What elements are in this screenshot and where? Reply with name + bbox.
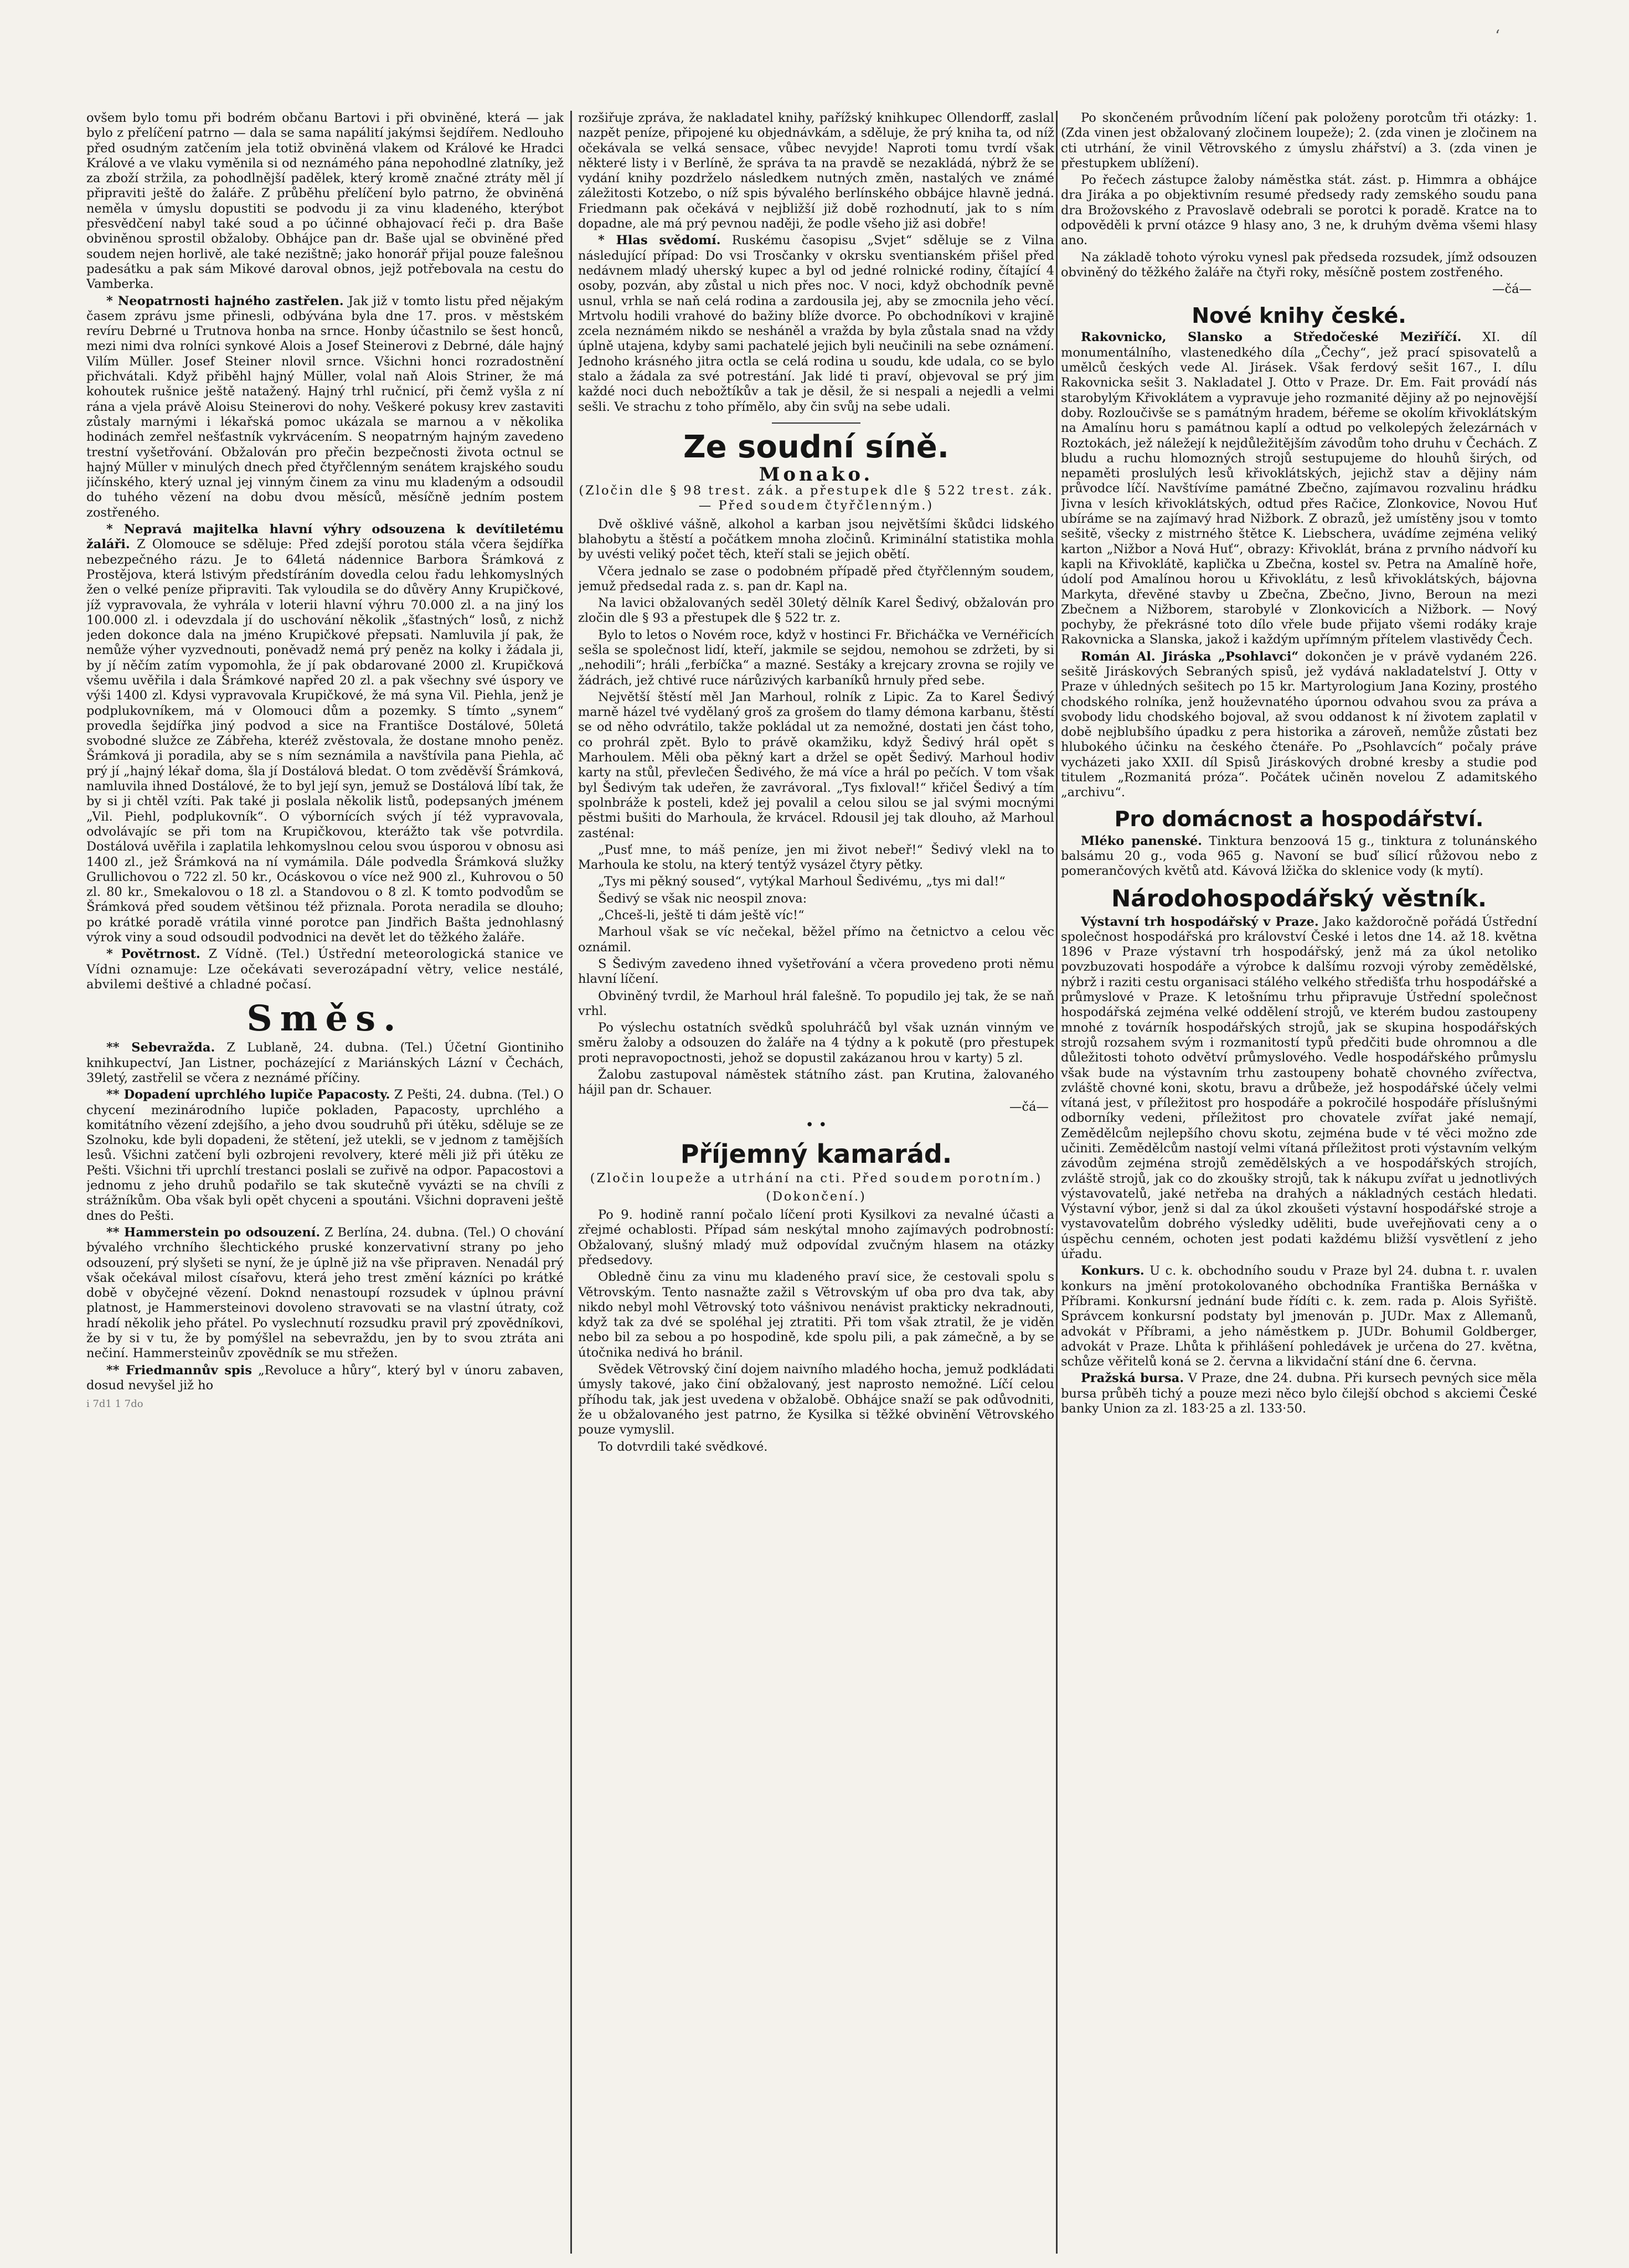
article-text: „Revoluce a hůry“, který byl v únoru zabaven, dosud nevyšel již ho [86, 1363, 564, 1393]
article-paragraph: Po 9. hodině ranní počalo líčení proti Kysilkovi za nevalné účasti a zřejmé ochablosti. Případ sám neskýtal mnoho zajímavých podrobností: Obžalovaný, slušný mladý muž odpovídal zvučným hlasem na otázky předsedovy. [578, 1208, 1054, 1267]
article-lead: Konkurs. [1081, 1264, 1145, 1279]
article-lead: * Nepravá majitelka hlavní výhry odsouzena k devítiletému žaláři. [86, 522, 564, 552]
article-paragraph: „Tys mi pěkný soused“, vytýkal Marhoul Šedivému, „tys mi dal!“ [598, 874, 1006, 889]
article-lead: * Hlas svědomí. [598, 233, 721, 248]
corner-mark: ‘ [1495, 27, 1500, 45]
article-paragraph [1061, 1371, 1537, 1416]
column-right [1061, 111, 1537, 2254]
article-text: Z Berlína, 24. dubna. (Tel.) O chování bývalého vrchního šlechtického pruské konzervativní strany po jeho odsouzení, prý slyšeti se nyní, že je úplně již na vše připraven. Nenadál prý však očekával milost císařovu, která jeho trest změní kázníci po krátké době v obyčejné vězení. Doknd nenastoupí rozsudek v úplnou právní platnost, je Hammersteinovi dovoleno stravovati se na vlastní útraty, což hradí několik jeho přátel. Po vyslechnutí rozsudku pravil prý zpovědníkovi, že by si v tu, že by pomýšlel na sebevraždu, jen by to svou ztráta ani nečiní. Hammersteinův zpovědník se mu střežen. [86, 1225, 564, 1361]
article-title-kamarad: Příjemný kamarád. [680, 1139, 952, 1169]
article-text: Ruskému časopisu „Svjet“ sděluje se z Vilna následující případ: Do vsi Trosčanky v okrsku sventianském přišel před nedávnem mladý uherský kupec a byl od jedné rolnické rodiny, čítající 4 osoby, pozván, aby zůstal u nich přes noc. V noci, když obchodník pevně usnul, vrhla se naň celá rodina a zardousila jej, aby se zmocnila jeho věcí. Mrtvolu hodili vrahové do bažiny blíže dvorce. Po obchodníkovi v krajině zcela neznámém nikdo se nesháněl a vražda by byla zůstala snad na vždy úplně utajena, kdyby sami pachatelé jejich byli neučinili na sebe oznámení. Jednoho krásného jitra octla se celá rodina u soudu, kde udala, co se bylo stalo a žádala za své potrestání. Jak lidé ti praví, objevoval se prý jim každé noci duch nebožtíkův a tak je děsil, že si nespali a nejedli a velmi sešli. Ve strachu z toho přímělo, aby čin svůj na sebe udali. [578, 233, 1054, 414]
article-paragraph [1061, 834, 1537, 879]
article-lead: Rakovnicko, Slansko a Středočeské Meziříčí. [1081, 330, 1462, 345]
article-lead: ** Friedmannův spis [106, 1363, 252, 1378]
article-text: Z Olomouce se sděluje: Před zdejší porotou stála včera šejdířka nebezpečného rázu. Je to 64letá nádennice Barbora Šrámková z Prostějova, která lstivým předstíráním dovedla celou řadu lehkomyslných žen o velké peníze připraviti. Tak vyloudila se do důvěry Anny Krupičkové, jíž vypravovala, že vyhrála v loterii hlavní výhru 70.000 zl. a na jiný los 100.000 zl. i odevzdala jí do uschování několik „šťastných“ losů, z nichž jeden dokonce dala na jméno Krupičkové přepsati. Namluvila jí pak, že nemůže výher vyzvednouti, poněvadž nemá prý peněz na kolky i žádala ji, by jí něčím zatím vypomohla, že jí pak obdarované 2000 zl. Krupičková všemu uvěřila i dala Šrámkové napřed 20 zl. a pak všechny své úspory ve výši 1400 zl. Kdysi vypravovala Krupičkové, že má syna Vil. Piehla, jenž je podplukovníkem, má v Olomouci dům a pozemky. S tímto „synem“ provedla šejdířka jiný podvod a sice na Františce Dostálové, 50letá svobodné služce ze Zábřeha, kteréž zvěstovala, že dostane mnoho peněz. Šrámková ji poradila, aby se s ním seznámila a navštívila pana Piehla, ač prý jí „hajný lékař doma, šla jí Dostálová bledat. O tom zvěděvší Šrámková, namluvila ihned Dostálové, že to byl její syn, jemuž se Dostálová líbí tak, že by si ji chtěl vzíti. Pak také ji poslala několik listů, podepsaných jménem „Vil. Piehl, podplukovník“. O výbornících svých jí též vypravovala, odvolávajíc se při tom na Krupičkovou, kterážto tak vše potvrdila. Dostálová uvěřila i zaplatila lehkomyslnou celou svou úsporou v obnosu asi 1400 zl., jež Šrámková na ní vymámila. Dále podvedla Šrámková služky Grullichovou o 722 zl. 50 kr., Ocáskovou o více než 900 zl., Kuhrovou o 50 zl. 80 kr., Smekalovou o 18 zl. a Standovou o 8 zl. K tomto podvodům se Šrámková před soudem většinou též přiznala. Porota neradila se dlouho; po krátké poradě vrátila vinné porotce pan Jindřich Bašta jednohlasný výrok viny a soud odsoudil podvodnici na devět let do těžkého žaláře. [86, 537, 564, 945]
section-title-books: Nové knihy české. [1192, 303, 1406, 328]
bottom-fragment: i 7d1 1 7do [86, 1398, 143, 1410]
article-paragraph [1061, 330, 1537, 647]
article-paragraph [86, 522, 564, 945]
article-paragraph [86, 1225, 564, 1362]
article-paragraph [86, 1087, 564, 1224]
article-signature: —čá— [1009, 1099, 1049, 1114]
column-left [86, 111, 564, 2254]
article-paragraph: Na základě tohoto výroku vynesl pak předseda rozsudek, jímž odsouzen obviněný do těžkého žaláře na čtyři roky, měsíčně postem zostřeného. [1061, 250, 1537, 280]
article-paragraph: „Pusť mne, to máš peníze, jen mi život nebeř!“ Šedivý vlekl na to Marhoula ke stolu, na který tentýž vysázel čtyry pětky. [578, 842, 1054, 873]
article-paragraph: rozšiřuje zpráva, že nakladatel knihy, pařížský knihkupec Ollendorff, zaslal nazpět peníze, připojené ku objednávkám, a sděluje, že prý kniha ta, od níž očekávala se velká sensace, vůbec nevyjde! Naproti tomu tvrdí však některé listy i v Berlíně, že správa ta na pravdě se nezakládá, nýbrž že se vydání knihy pozdrželo následkem nutných změn, nastalých ve známé záležitosti Kotzebo, o níž spis bývalého berlínského obbájce hlavně jedná. Friedmann pak očekává v nejbližší již době rozhodnutí, jak to s ním dopadne, ale má prý pevnou naději, že podle všeho již asi dobře! [578, 111, 1054, 231]
article-text: Tinktura benzoová 15 g., tinktura z tolunánského balsámu 20 g., voda 965 g. Navoní se buď sílicí růžovou nebo z pomerančových květů atd. Kávová lžička do sklenice vody (k mytí). [1061, 833, 1537, 879]
article-paragraph: Obledně činu za vinu mu kladeného praví sice, že cestovali spolu s Větrovským. Tento nasnažte zažil s Větrovským uf oba pro dva tak, aby nikdo nebyl mohl Větrovský toto vášnivou nenávist prakticky nekradnouti, když tak za dvé se spoléhal jej ztratiti. Při tom však ztratil, že je viděn nebo bil za sebou a po hospodině, kde spolu pili, a pak zámečně, a by se útočnika nedivá ho bránil. [578, 1270, 1054, 1360]
column-rule-right [1056, 111, 1058, 2254]
article-lead: ** Dopadení uprchlého lupiče Papacosty. [106, 1087, 390, 1102]
article-paragraph: Největší štěstí měl Jan Marhoul, rolník z Lipic. Za to Karel Šedivý marně házel tvé vydělaný groš za grošem do tlamy démona karbanu, štěstí se od něho odvrátilo, takže pokládal ut za nemožné, dostati jen část toho, co prohrál zpět. Bylo to právě okamžiku, když Šedivý hrál opět s Marhoulem. Měli oba pěkný kart a držel se opět Šedivý. Marhoul hodiv karty na stůl, převlečen Šedivého, že má více a hrál po pečích. V tom však byl Šedivým tak udeřen, že zavrávoral. „Tys fixloval!“ křičel Šedivý a tím spolnbráže k posteli, kdež jej povalil a celou silou se jal svými mocnými pěstmi bušiti do Marhoula, že krvácel. Rdousil jej tak dlouho, až Marhoul zasténal: [578, 689, 1054, 841]
article-lead: * Povětrnost. [106, 947, 200, 962]
article-lead: Román Al. Jiráska „Psohlavci“ [1081, 649, 1299, 664]
article-paragraph: S Šedivým zavedeno ihned vyšetřování a včera provedeno proti němu hlavní líčení. [578, 956, 1054, 987]
article-subtitle: (Zločin loupeže a utrhání na cti. Před soudem porotním.) [590, 1171, 1043, 1185]
article-lead: ** Hammerstein po odsouzení. [106, 1225, 321, 1240]
article-paragraph [1061, 1264, 1537, 1369]
article-lead: Výstavní trh hospodářský v Praze. [1081, 914, 1319, 929]
article-lead: Mléko panenské. [1081, 833, 1202, 848]
article-paragraph: To dotvrdili také svědkové. [598, 1439, 768, 1454]
section-title-court: Ze soudní síně. [683, 429, 950, 465]
article-text: dokončen je v právě vydaném 226. sešitě Jiráskových Sebraných spisů, jež vydává nakladatelství J. Otty v Praze v úhledných sešitech po 15 kr. Martyrologium Jana Koziny, prostého chodského rolníka, jenž houževnatého úpornou odvahou svou za práva a svobody lidu chodského bojoval, až svou oddanost k ní životem zaplatil v době nejblubšího úpadku z pera historika a zároveň, nemůže zůstati bez hlubokého účinku na českého čtenáře. Po „Psohlavcích“ počaly práve vycházeti jako XXII. díl Spisů Jiráskových drobné kresby a studie pod titulem „Rozmanitá próza“. Počátek učiněn novelou Z adamitského „archivu“. [1061, 649, 1537, 800]
article-text: Jak již v tomto listu před nějakým časem zprávu jsme přinesli, odbývána byla dne 17. pros. v městském revíru Debrné u Trutnova honba na srnce. Honby účastnilo se šest honců, mezi nimi dva rolníci synkové Alois a Josef Steinerovi z Debrné, dále hajný Vilím Müller. Josef Steiner nlovil srnce. Všichni honci rozradostnění přichvátali. Když přiběhl hajný Müller, volal naň Alois Striner, že má kohoutek rušnice ještě natažený. Hajný trhl ručnicí, při čemž vyšla z ní rána a vjela právě Aloisu Steinerovi do nohy. Veškeré pokusy krev zastaviti zůstaly marnými i lékařská pomoc ukázala se marnou a v několika hodinách zemřel nešťastník vykrvácením. S neopatrným hajným zavedeno trestní vyšetřování. Obžalován pro přečin bezpečnosti života octnul se hajný Müller v minulých dnech před čtyřčlenným senátem krajského soudu jičínského, který uznal jej vinným činem za vinu mu kladeným a odsoudil do tuhého vězení na dobu dvou měsíců, měsíčně jedním postem zostřeného. [86, 293, 564, 520]
article-paragraph: Včera jednalo se zase o podobném případě před čtyřčlenným soudem, jemuž předsedal rada z. s. pan dr. Kapl na. [578, 564, 1054, 594]
article-paragraph [86, 1363, 564, 1394]
article-paragraph: Svědek Větrovský činí dojem naivního mladého hocha, jemuž podkládati úmysly takové, jako činí obžalovaný, jest naprosto nemožné. Líčí celou příhodu tak, jak jest uvedena v obžalobě. Obhájce snaží se pak odůvodniti, že u obžalovaného jest patrno, že Kysilka si těžké obvinění Větrovského pouze vymyslil. [578, 1362, 1054, 1437]
column-rule-left [570, 111, 572, 2254]
article-lead: Pražská bursa. [1081, 1371, 1184, 1386]
section-title-household: Pro domácnost a hospodářství. [1114, 806, 1484, 831]
article-paragraph: Obviněný tvrdil, že Marhoul hrál falešně. To popudilo jej tak, že se naň vrhl. [578, 988, 1054, 1018]
article-text: Jako každoročně pořádá Ústřední společnost hospodářská pro království České i letos dne 14. až 18. května 1896 v Praze výstavní trh hospodářský, jenž má za úkol netoliko povzbuzovati hospodáře a výrobce k dalšímu rozvoji výroby zemědělské, nýbrž i raziti cestu organisaci stálého velkého středišťa trhu hospodářské a průmyslové v Praze. K letošnímu trhu připravuje Ústřední společnost hospodářská zejména velké oddělení strojů, ve kterém budou zastoupeny mnohé z továrník hospodářských strojů, jak se skupina hospodářských strojů rozsahem svým i rozmanitostí typů předčiti bude ohromnou a dle důležitosti tohoto odvětví průmyslového. Vedle hospodářského průmyslu však bude na výstavním trhu zastoupeny bohatě chovného zvířectva, zvláště chovné koni, skotu, bravu a drůbeže, jež hospodářské účely velmi vítaná jest, v příležitost pro hospodáře a pokročilé hospodáře příslušnými odborníky vedeni, příležitost pro chovatele zvířat jaké nemají, Zemědělcům nejlepšího chovu skotu, zejména bude v té věci možno zde učiniti. Zemědělcům nastojí velmi vítaná příležitost proti výstavním velkým závodům zejména strojů zemědělských a ve hospodářských strojích, zvláště strojů, jak co do zkoušky strojů, tak k nákupu zvířat u jednotlivých výstavovatelů, jaké netřeba na drahých a nákladných cestách hledati. Výstavní výbor, jenž si dal za úkol zkoušeti výstavní hospodářské stroje a vystavovatelům dobrého výsledky uděliti, bude uveřejňovati ceny a o úspěchu cenném, ochoten jest podati každému bližší vysvětlení z jeho úřadu. [1061, 914, 1537, 1262]
article-lead: ** Sebevražda. [106, 1040, 215, 1055]
article-paragraph [1061, 650, 1537, 801]
article-paragraph: Šedivý se však nic neospil znova: [598, 891, 807, 906]
article-title-monako: Monako. [759, 463, 874, 486]
article-paragraph [86, 1040, 564, 1086]
ornament-dots: • • [805, 1116, 827, 1133]
article-text: U c. k. obchodního soudu v Praze byl 24. dubna t. r. uvalen konkurs na jmění protokolovaného obchodníka Františka Bernáška v Příbrami. Konkursní jednání bude řídíti c. k. zem. rada p. Alois Syřiště. Správcem konkursní podstaty byl jmenován p. JUDr. Max z Allemanů, advokát v Příbrami, a jeho náměstkem p. JUDr. Bohumil Goldberger, advokát v Praze. Lhůta k přihlášení pohledávek je určena do 27. května, schůze věřitelů koná se 2. června a likvidační stání dne 6. června. [1061, 1264, 1537, 1369]
article-paragraph: Žalobu zastupoval náměstek státního zást. pan Krutina, žalovaného hájil pan dr. Schauer. [578, 1068, 1054, 1097]
article-subtitle: (Zločin dle § 98 trest. zák. a přestupek dle § 522 trest. zák. — Před soudem čtyřčlenným.) [579, 483, 1054, 513]
article-paragraph: Bylo to letos o Novém roce, když v hostinci Fr. Břicháčka ve Vernéřicích sešla se společnost lidí, kteří, jakmile se sejdou, nemohou se zdržeti, by si „nehodili“; hráli „ferbíčka“ a mazné. Sestáky a krejcary zrovna se rojily ve žádrách, jež chtivé ruce nárůzivých karbaníků hrnuly před sebe. [578, 627, 1054, 688]
article-paragraph [86, 947, 564, 992]
article-text: Z Pešti, 24. dubna. (Tel.) O chycení mezinárodního lupiče pokladen, Papacosty, uprchlého a komitátního vězení zdejšího, a jeho dvou soudruhů při útěku, sděluje se ze Szolnoku, kde byli dopadeni, že stětení, jež utekli, se v jednom z tamějších lesů. Všichni zatčení byli ozbrojeni revolvery, které měli již při útěku ze Pešti. Všichni tři uprchlí trestanci poslali se zuřivě na odpor. Papacostovi a jednomu z jeho druhů podařilo se tak skutečně vyvázti se na chvíli z strážníkům. Oba však byli opět chyceni a spoutáni. Všichni dopraveni ještě dnes do Pešti. [86, 1087, 564, 1223]
article-paragraph: ovšem bylo tomu při bodrém občanu Bartovi i při obviněné, která — jak bylo z přelíčení patrno — dala se sama napálití jakýmsi šejdířem. Nedlouho před osudným zatčením jela totiž obviněná vlakem od Králové ke Hradci Králové a ve vlaku vyměnila si od neznámého pána nepohodlné zlatníky, jež za zboží stržila, za pohodlnější padělek, který kromě značné ztráty měl jí připraviti ještě do žaláře. Z průběhu přelíčení bylo patrno, že obviněná neměla v úmyslu dopustiti se podvodu ji za vinu kladeného, kterýbot přesvědčení nabyl také soud a po účinné obhajovací řeči p. dra Baše obviněnou sprostil obžaloby. Obhájce pan dr. Baše ujal se obviněné před soudem nejen horlivě, ale také nezištně; jako honorář přijal pouze falešnou padesátku a pak sám Mikové daroval obnos, jejž potřebovala na cestu do Vamberka. [86, 111, 564, 292]
separator-rule [772, 422, 860, 424]
article-continuation-note: (Dokončení.) [766, 1189, 867, 1204]
article-text: Z Lublaně, 24. dubna. (Tel.) Účetní Giontiniho knihkupectví, Jan Listner, pocházející z Mariánských Lázní v Čechách, 39letý, zastřelil se včera z neznámé příčiny. [86, 1040, 564, 1085]
article-text: XI. díl monumentálního, vlastenedkého díla „Čechy“, jež prací spisovatelů a umělců českých vede Al. Jirásek. Však ferdový sešit 167., I. dílu Rakovnicka sešit 3. Nakladatel J. Otto v Praze. Dr. Em. Fait provádí nás starobylým Křivoklátem a vypravuje jeho rozmanité dějiny až po nejnovější doby. Rozloučivše se s památným hradem, béřeme se okolím křivoklátským na Amalínu horu s památnou kaplí a odtud po velkolepých železárnách v Roztokách, jež náležejí k nejdůležitějším závodům toho druhu v Čechách. Z bludu a ruchu hlomozných strojů sestupujeme do hlouhů širých, od nepaměti proslulých lesů křivoklátských, jejichž stav a dějiny nám průvodce líčí. Navštívíme památné Zbečno, zajímavou rozvalinu hrádku Jivna v lesích křivoklátských, odtud přes Račice, Zlonkovice, Novou Huť ubíráme se na zajímavý hrad Nižbork. Z obrazů, jež umístěny jsou v tomto sešitě, všecky z mistrného štětce K. Liebschera, uvádíme zejména veliký karton „Nižbor a Nová Huť“, obrazy: Křivoklát, brána z prvního nádvoří ku kapli na Křivoklátě, kaplička u Zbečna, kostel sv. Petra na Amalíně hoře, údolí pod Amalínou horou u Křivoklátu, z lesů křivoklátských, bájovna Markyta, dřevěné stavby u Zbečna, Zbečno, Jivno, Beroun na mezi Zbečnem a Nižborem, starobylé v Zlonkovicích a Nižbork. — Nový pochyby, že překrásné toto dílo vřele bude přijato všemi rodáky kraje Rakovnicka a Slanska, jakož i každým upřímným přítelem vlastivědy Čech. [1061, 330, 1537, 647]
article-paragraph: Po výslechu ostatních svědků spoluhráčů byl však uznán vinným ve směru žaloby a odsouzen do žaláře na 4 týdny a k pokutě (pro přestupek proti nepravopoctnosti, jehož se dopustil zakázanou hrou v karty) 5 zl. [578, 1020, 1054, 1065]
article-paragraph: Na lavici obžalovaných seděl 30letý dělník Karel Šedivý, obžalován pro zločin dle § 93 a přestupek dle § 522 tr. z. [578, 596, 1054, 626]
article-paragraph: Po řečech zástupce žaloby náměstka stát. zást. p. Himmra a obhájce dra Jiráka a po objektivním resumé předsedy rady zemského soudu pana dra Brožovského z Pravoslavě odebrali se porotci k poradě. Kratce na to odpověděli k první otázce 9 hlasy ano, 3 ne, k druhým dvěma všemi hlasy ano. [1061, 173, 1537, 248]
article-paragraph: Po skončeném průvodním líčení pak položeny porotcům tři otázky: 1. (Zda vinen jest obžalovaný zločinem loupeže); 2. (zda vinen je zločinem na cti utrhání, že vinil Větrovského z úmyslu zhářství) a 3. (zda vinen je přestupkem ublížení). [1061, 111, 1537, 171]
section-title-economy: Národohospodářský věstník. [1111, 885, 1487, 913]
article-paragraph [578, 233, 1054, 415]
article-lead: * Neopatrnosti hajného zastřelen. [106, 293, 344, 308]
article-signature: —čá— [1492, 282, 1532, 297]
article-paragraph: „Chceš-li, ještě ti dám ještě víc!“ [598, 908, 805, 923]
article-paragraph [1061, 915, 1537, 1262]
section-title-smes: Směs. [246, 998, 404, 1040]
article-paragraph: Dvě ošklivé vášně, alkohol a karban jsou největšími škůdci lidského blahobytu a štěstí a počátkem mnoha zločinů. Kriminální statistika mohla by uvésti veliký počet těch, kteří stali se jejich obětí. [578, 517, 1054, 562]
column-middle [578, 111, 1054, 2254]
article-text: V Praze, dne 24. dubna. Při kursech pevných sice měla bursa průběh tichý a pouze mezi něco bylo čilejší obchod s akciemi České banky Union za zl. 183·25 a zl. 133·50. [1061, 1371, 1537, 1416]
article-paragraph [86, 294, 564, 520]
article-paragraph: Marhoul však se víc nečekal, běžel přímo na četnictvo a celou věc oznámil. [578, 925, 1054, 955]
article-text: Z Vídně. (Tel.) Ústřední meteorologická stanice ve Vídni oznamuje: Lze očekávati severozápadní větry, velice nestálé, abvilemi deštivé a chladné počasí. [86, 947, 564, 992]
